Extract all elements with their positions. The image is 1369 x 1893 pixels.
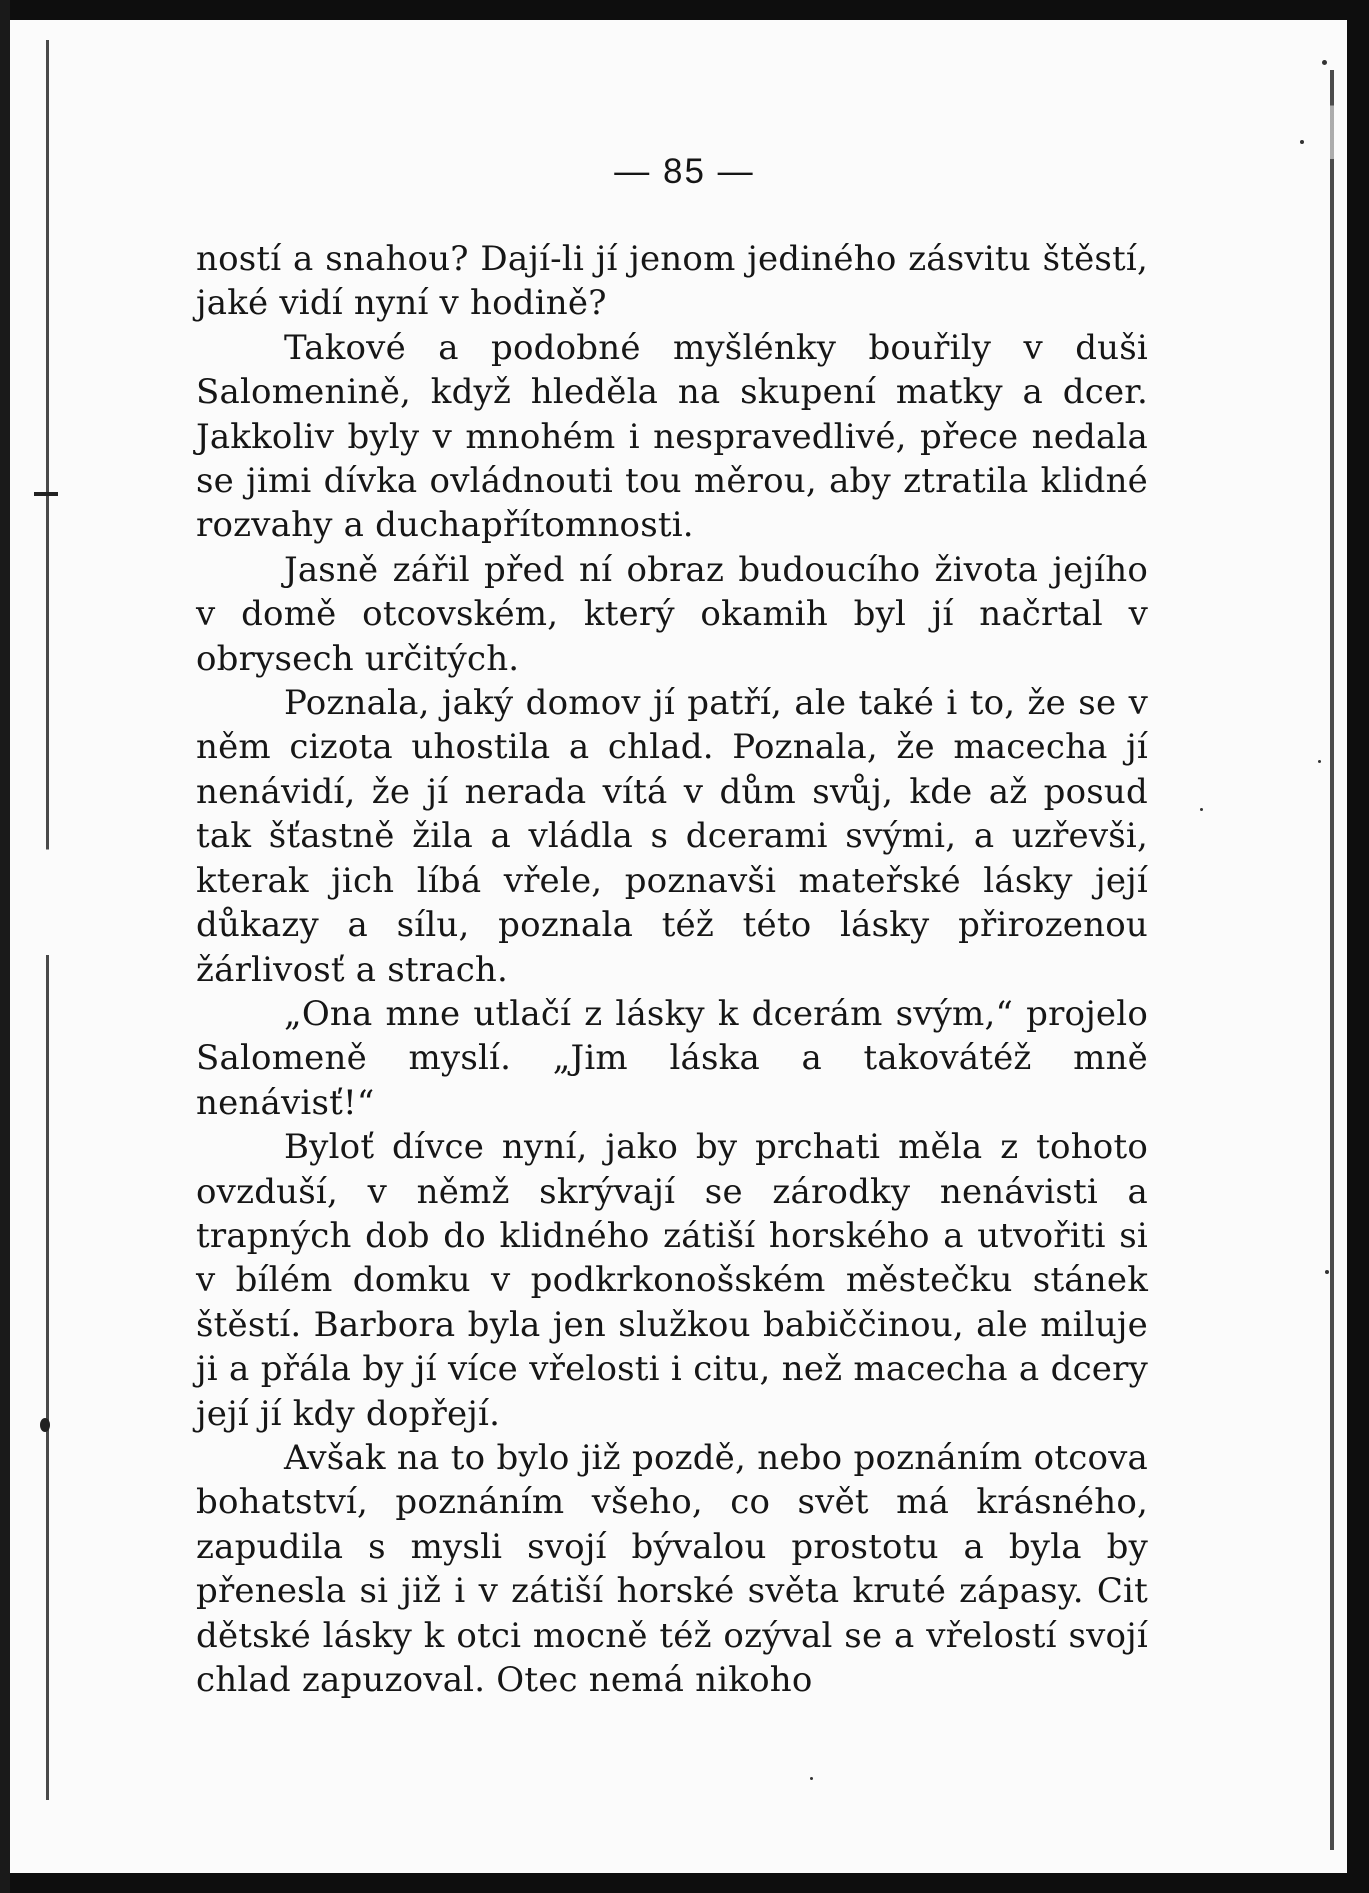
scan-speck <box>1322 60 1327 65</box>
page-edge <box>1330 70 1334 1850</box>
paragraph: Poznala, jaký domov jí patří, ale také i to, že se v něm cizota uhostila a chlad. Poznala, že macecha jí nenávidí, že jí nerada vítá v dům svůj, kde až posud tak šťastně žila a vládla s dcerami svými, a uzřevši, kterak jich líbá vřele, poznavši mateřské lásky její důkazy a sílu, poznala též této lásky přirozenou žárlivosť a strach. <box>196 683 1148 990</box>
scan-border-top <box>0 0 1369 20</box>
scan-speck <box>1325 1270 1329 1274</box>
binding-mark <box>40 1418 50 1432</box>
scan-border-bottom <box>0 1873 1369 1893</box>
scan-speck <box>1200 808 1203 811</box>
paragraph: Takové a podobné myšlénky bouřily v duši Salomenině, když hleděla na skupení matky a dcer. Jakkoliv byly v mnohém i nespravedlivé, přece nedala se jimi dívka ovládnouti tou měrou, aby ztratila klidné rozvahy a duchapřítomnosti. <box>196 327 1148 546</box>
paragraph: Avšak na to bylo již pozdě, nebo poznáním otcova bohatství, poznáním všeho, co svět má krásného, zapudila s mysli svojí bývalou prostotu a byla by přenesla si již i v zátiší horské světa kruté zápasy. Cit dětské lásky k otci mocně též ozýval se a vřelostí svojí chlad zapuzoval. Otec nemá nikoho <box>196 1437 1148 1700</box>
paragraph: Jasně zářil před ní obraz budoucího života jejího v domě otcovském, který okamih byl jí načrtal v obrysech určitých. <box>196 549 1148 679</box>
scan-border-left <box>0 0 10 1893</box>
scan-speck <box>810 1777 813 1780</box>
body-text <box>196 237 1148 1702</box>
paragraph: Byloť dívce nyní, jako by prchati měla z tohoto ovzduší, v němž skrývají se zárodky nenávisti a trapných dob do klidného zátiší horského a utvořiti si v bílém domku v podkrkonošském městečku stánek štěstí. Barbora byla jen služkou babiččinou, ale miluje ji a přála by jí více vřelosti i citu, než macecha a dcery její jí kdy dopřejí. <box>196 1127 1148 1434</box>
scan-speck <box>1300 140 1304 144</box>
page-number: — 85 — <box>614 152 755 191</box>
scan-speck <box>1318 760 1321 763</box>
binding-edge <box>46 40 49 1800</box>
scan-border-right <box>1347 0 1369 1893</box>
paragraph: „Ona mne utlačí z lásky k dcerám svým,“ projelo Salomeně myslí. „Jim láska a takovátéž mně nenávisť!“ <box>196 993 1148 1123</box>
binding-mark <box>34 492 58 496</box>
paragraph: ností a snahou? Dají-li jí jenom jediného zásvitu štěstí, jaké vidí nyní v hodině? <box>196 239 1148 324</box>
